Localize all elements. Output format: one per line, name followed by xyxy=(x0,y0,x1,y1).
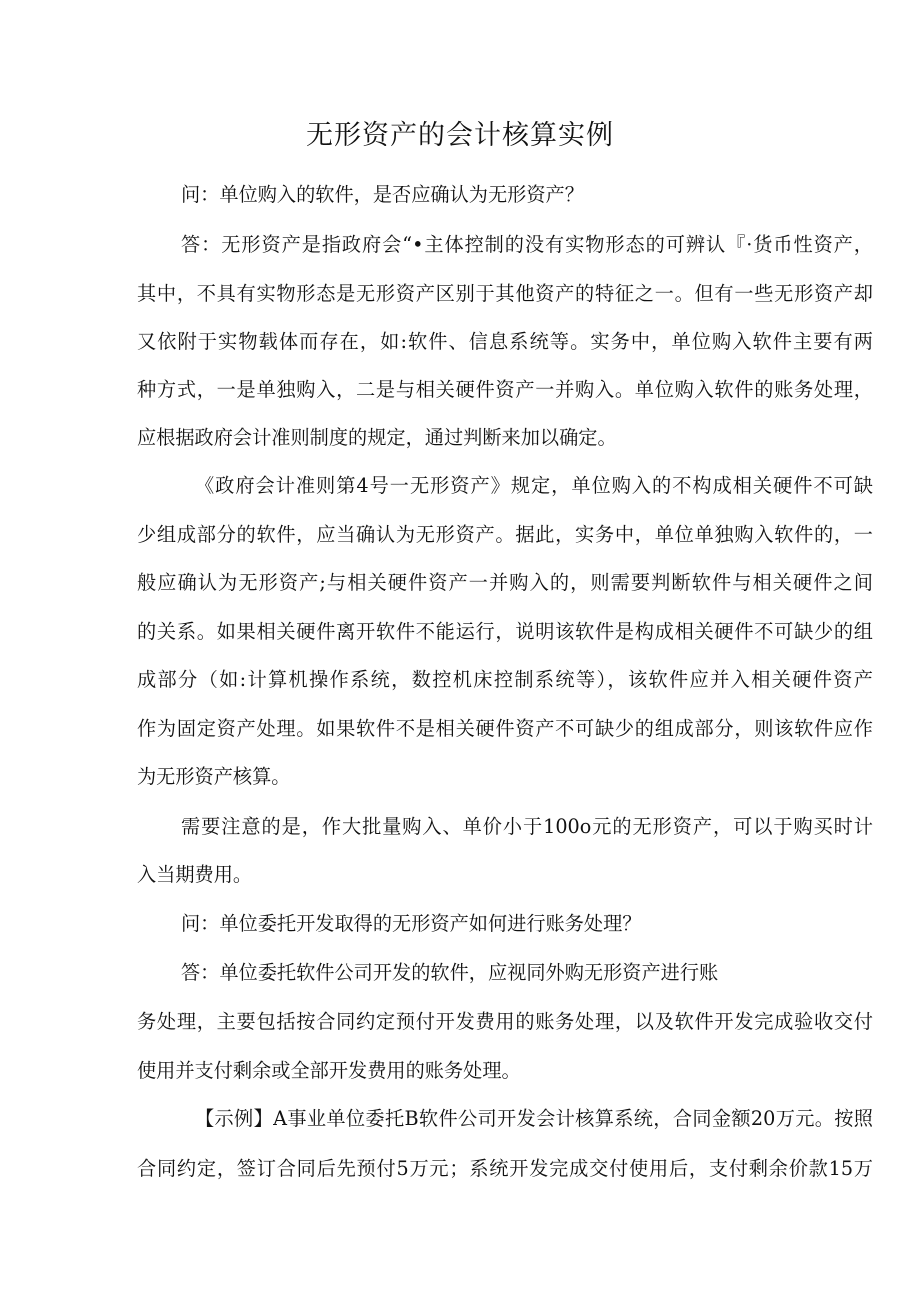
paragraph-line: 使用并支付剩余或全部开发费用的账务处理。 xyxy=(137,1059,521,1082)
paragraph-line: 合同约定，签订合同后先预付5万元；系统开发完成交付使用后，支付剩余价款15万 xyxy=(137,1157,873,1180)
paragraph-line: 少组成部分的软件，应当确认为无形资产。据此，实务中，单位单独购入软件的，一 xyxy=(137,523,873,546)
paragraph-line: 《政府会计准则第4号一无形资产》规定，单位购入的不构成相关硬件不可缺 xyxy=(195,474,873,497)
paragraph-line: 又依附于实物载体而存在，如:软件、信息系统等。实务中，单位购入软件主要有两 xyxy=(137,330,873,353)
paragraph-line: 的关系。如果相关硬件离开软件不能运行，说明该软件是构成相关硬件不可缺少的组 xyxy=(137,620,873,643)
paragraph-line: 为无形资产核算。 xyxy=(137,765,291,788)
paragraph-line: 答：无形资产是指政府会“•主体控制的没有实物形态的可辨认『·货币性资产， xyxy=(181,233,873,256)
paragraph-line: 种方式，一是单独购入，二是与相关硬件资产一并购入。单位购入软件的账务处理， xyxy=(137,378,873,401)
paragraph-line: 【示例】A事业单位委托B软件公司开发会计核算系统，合同金额20万元。按照 xyxy=(195,1107,873,1130)
document-title: 无形资产的会计核算实例 xyxy=(306,120,614,151)
paragraph-line: 作为固定资产处理。如果软件不是相关硬件资产不可缺少的组成部分，则该软件应作 xyxy=(137,717,873,740)
paragraph-line: 问：单位委托开发取得的无形资产如何进行账务处理？ xyxy=(181,912,642,935)
paragraph-line: 务处理，主要包括按合同约定预付开发费用的账务处理，以及软件开发完成验收交付 xyxy=(137,1010,873,1033)
paragraph-line: 问：单位购入的软件，是否应确认为无形资产？ xyxy=(181,183,584,206)
paragraph-line: 其中，不具有实物形态是无形资产区别于其他资产的特征之一。但有一些无形资产却 xyxy=(137,282,873,305)
paragraph-line: 需要注意的是，作大批量购入、单价小于100o元的无形资产，可以于购买时计 xyxy=(181,815,873,838)
paragraph-line: 般应确认为无形资产;与相关硬件资产一并购入的，则需要判断软件与相关硬件之间 xyxy=(137,571,873,594)
paragraph-line: 答：单位委托软件公司开发的软件，应视同外购无形资产进行账 xyxy=(181,961,719,984)
paragraph-line: 应根据政府会计准则制度的规定，通过判断来加以确定。 xyxy=(137,426,617,449)
paragraph-line: 成部分（如:计算机操作系统，数控机床控制系统等），该软件应并入相关硬件资产 xyxy=(137,668,873,691)
paragraph-line: 入当期费用。 xyxy=(137,863,253,886)
